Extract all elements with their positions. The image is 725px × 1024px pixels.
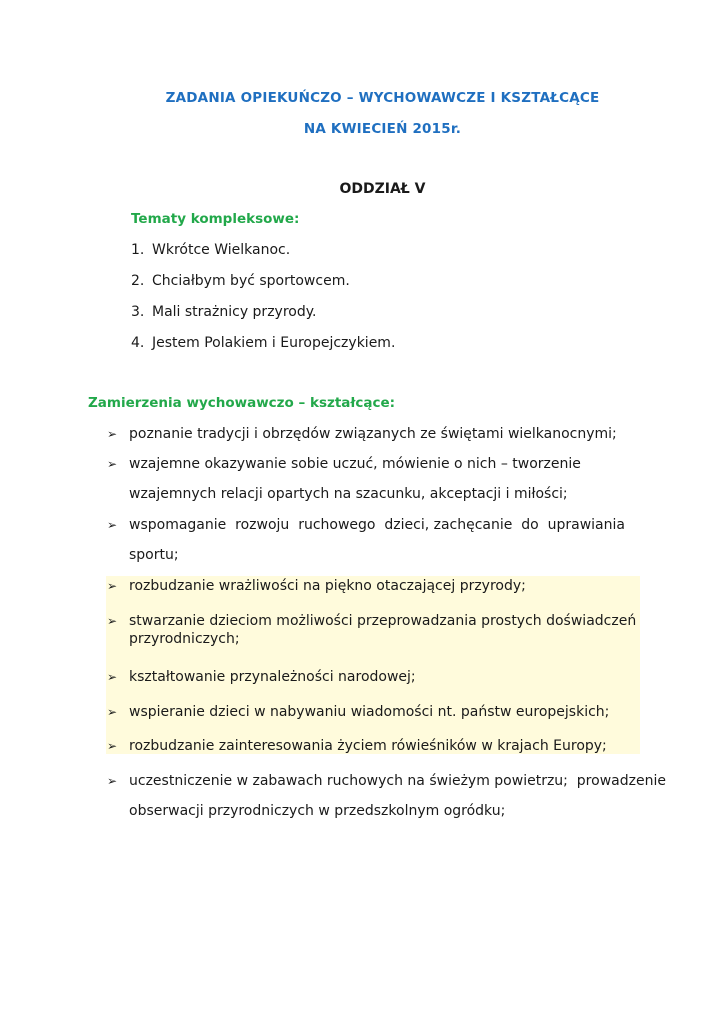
goals-heading: Zamierzenia wychowawczo – kształcące:	[88, 395, 396, 411]
topic-text: Mali strażnicy przyrody.	[152, 304, 317, 320]
arrow-bullet-icon: ➢	[107, 427, 118, 441]
topic-item	[131, 272, 395, 303]
topic-item	[131, 241, 395, 272]
topic-item	[131, 303, 395, 334]
arrow-bullet-icon: ➢	[107, 705, 118, 719]
goal-text-continued: sportu;	[129, 547, 179, 563]
arrow-bullet-icon: ➢	[107, 518, 118, 532]
goal-text: kształtowanie przynależności narodowej;	[129, 669, 416, 685]
topic-number: 4.	[131, 335, 145, 351]
topic-number: 3.	[131, 304, 145, 320]
goal-item	[107, 612, 647, 648]
goal-item	[107, 668, 647, 686]
goal-text: stwarzanie dzieciom możliwości przeprowadzania prostych doświadczeń	[129, 613, 637, 629]
goal-text: wspomaganie rozwoju ruchowego dzieci, zachęcanie do uprawiania	[129, 517, 625, 533]
goal-text: uczestniczenie w zabawach ruchowych na świeżym powietrzu; prowadzenie	[129, 773, 666, 789]
goal-text-continued: przyrodniczych;	[129, 631, 240, 647]
goal-text: wspieranie dzieci w nabywaniu wiadomości nt. państw europejskich;	[129, 704, 610, 720]
goal-text: wzajemne okazywanie sobie uczuć, mówienie o nich – tworzenie	[129, 456, 581, 472]
goal-item	[107, 772, 666, 820]
goal-item	[107, 577, 647, 595]
arrow-bullet-icon: ➢	[107, 579, 118, 593]
section-title: ODDZIAŁ V	[339, 181, 426, 197]
arrow-bullet-icon: ➢	[107, 670, 118, 684]
goal-item	[107, 703, 647, 721]
goal-text: rozbudzanie zainteresowania życiem rówieśników w krajach Europy;	[129, 738, 607, 754]
document-title-line-1: ZADANIA OPIEKUŃCZO – WYCHOWAWCZE I KSZTAŁCĄCE	[165, 90, 600, 106]
topics-heading: Tematy kompleksowe:	[131, 211, 300, 227]
goal-text: poznanie tradycji i obrzędów związanych ze świętami wielkanocnymi;	[129, 426, 617, 442]
goal-item	[107, 425, 647, 443]
goal-text-continued: obserwacji przyrodniczych w przedszkolnym ogródku;	[129, 803, 506, 819]
arrow-bullet-icon: ➢	[107, 739, 118, 753]
document-title-line-2: NA KWIECIEŃ 2015r.	[303, 121, 462, 137]
topic-text: Wkrótce Wielkanoc.	[152, 242, 291, 258]
topic-text: Jestem Polakiem i Europejczykiem.	[152, 335, 396, 351]
arrow-bullet-icon: ➢	[107, 774, 118, 788]
arrow-bullet-icon: ➢	[107, 457, 118, 471]
arrow-bullet-icon: ➢	[107, 614, 118, 628]
topic-number: 1.	[131, 242, 145, 258]
topic-text: Chciałbym być sportowcem.	[152, 273, 350, 289]
topic-number: 2.	[131, 273, 145, 289]
goal-item	[107, 516, 647, 564]
highlighted-block	[106, 576, 640, 754]
goal-text-continued: wzajemnych relacji opartych na szacunku, akceptacji i miłości;	[129, 486, 568, 502]
goal-item	[107, 455, 647, 503]
topics-list	[131, 241, 395, 365]
goal-item	[107, 737, 647, 755]
goal-text: rozbudzanie wrażliwości na piękno otaczającej przyrody;	[129, 578, 526, 594]
topic-item	[131, 334, 395, 365]
